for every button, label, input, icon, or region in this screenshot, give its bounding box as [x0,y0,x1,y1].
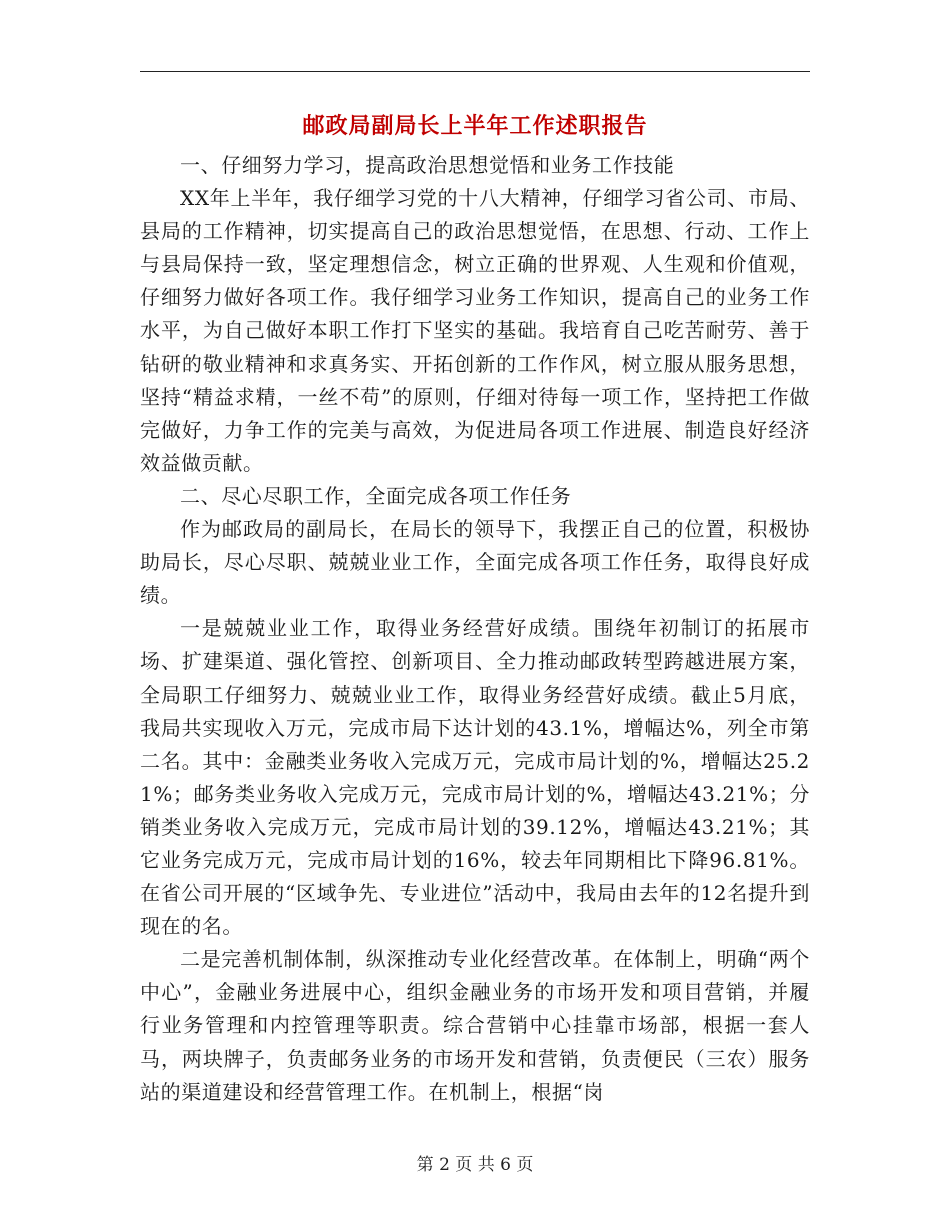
section-heading-2: 二、尽心尽职工作，全面完成各项工作任务 [180,483,572,508]
body-paragraph: XX年上半年，我仔细学习党的十八大精神，仔细学习省公司、市局、县局的工作精神，切实提高自己的政治思想觉悟，在思想、行动、工作上与县局保持一致，坚定理想信念，树立正确的世界观、人生观和价值观，仔细努力做好各项工作。我仔细学习业务工作知识，提高自己的业务工作水平，为自己做好本职工作打下坚实的基础。我培育自己吃苦耐劳、善于钻研的敬业精神和求真务实、开拓创新的工作作风，树立服从服务思想，坚持“精益求精，一丝不苟”的原则，仔细对待每一项工作，坚持把工作做完做好，力争工作的完美与高效，为促进局各项工作进展、制造良好经济效益做贡献。 [140,186,810,475]
page-number-footer: 第 2 页 共 6 页 [416,1155,534,1175]
section-heading-1: 一、仔细努力学习，提高政治思想觉悟和业务工作技能 [180,153,675,177]
body-paragraph: 二是完善机制体制，纵深推动专业化经营改革。在体制上，明确“两个中心”，金融业务进展中心，组织金融业务的市场开发和项目营销，并履行业务管理和内控管理等职责。综合营销中心挂靠市场部，根据一套人马，两块牌子，负责邮务业务的市场开发和营销，负责便民（三农）服务站的渠道建设和经营管理工作。在机制上，根据“岗 [140,947,810,1104]
document-title: 邮政局副局长上半年工作述职报告 [302,113,648,139]
header-rule [140,71,810,72]
body-paragraph: 作为邮政局的副局长，在局长的领导下，我摆正自己的位置，积极协助局长，尽心尽职、兢兢业业工作，全面完成各项工作任务，取得良好成绩。 [140,517,810,608]
document-body [140,149,810,1109]
body-paragraph: 一是兢兢业业工作，取得业务经营好成绩。围绕年初制订的拓展市场、扩建渠道、强化管控、创新项目、全力推动邮政转型跨越进展方案，全局职工仔细努力、兢兢业业工作，取得业务经营好成绩。截止5月底，我局共实现收入万元，完成市局下达计划的43.1%，增幅达%，列全市第二名。其中：金融类业务收入完成万元，完成市局计划的%，增幅达25.21%；邮务类业务收入完成万元，完成市局计划的%，增幅达43.21%；分销类业务收入完成万元，完成市局计划的39.12%，增幅达43.21%；其它业务完成万元，完成市局计划的16%，较去年同期相比下降96.81%。在省公司开展的“区域争先、专业进位”活动中，我局由去年的12名提升到现在的名。 [140,616,810,939]
